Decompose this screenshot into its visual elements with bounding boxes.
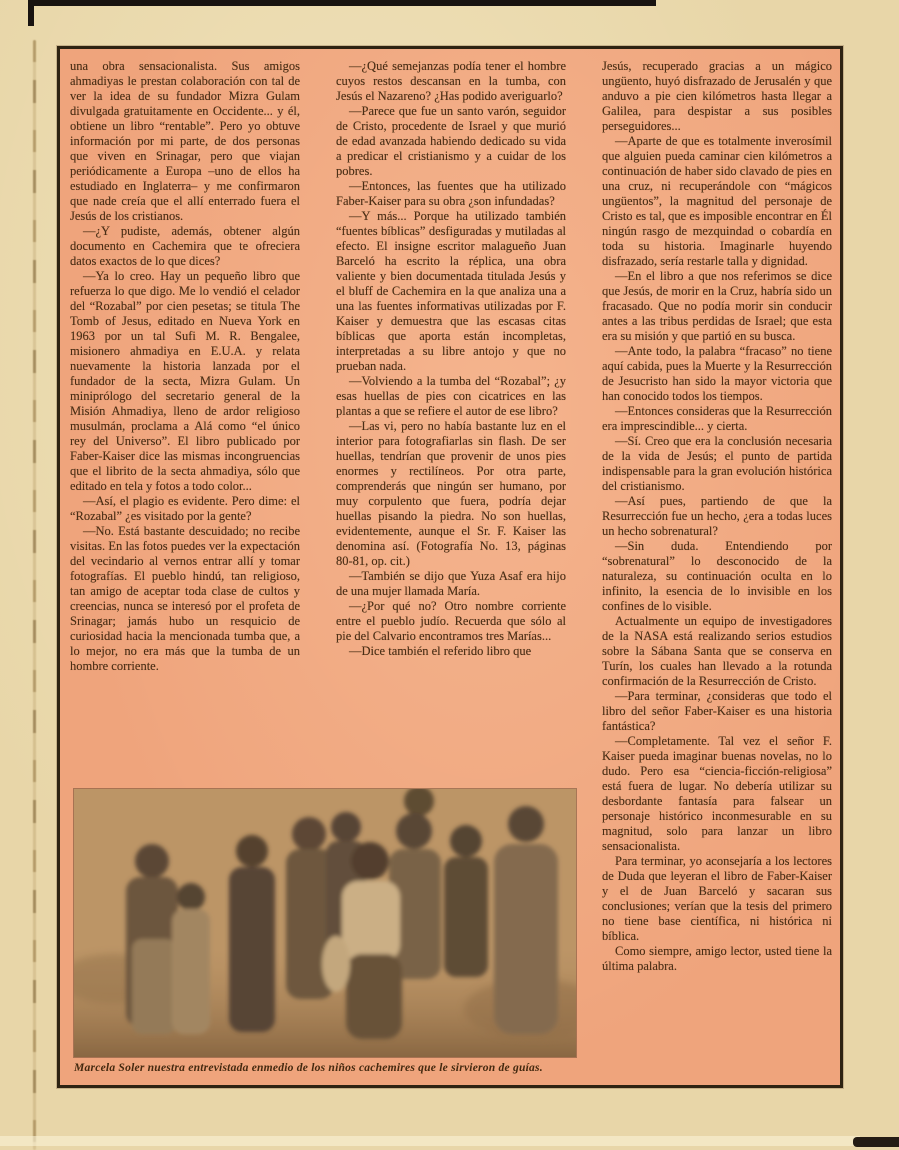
scan-mark-bottom-right <box>853 1137 899 1147</box>
paragraph: —Sí. Creo que era la conclusión necesaria de la vida de Jesús; el punto de partida indispensable para la gran evolución histórica del cristianismo. <box>602 434 832 493</box>
paragraph: —Dice también el referido libro que <box>349 644 532 658</box>
paragraph: —¿Por qué no? Otro nombre corriente entre el pueblo judío. Recuerda que sólo al pie del Calvario encontramos tres Marías... <box>336 599 566 643</box>
paragraph: —No. Está bastante descuidado; no recibe visitas. En las fotos puedes ver la expectación del vecindario al vernos entrar allí y tomar fotografías. El pueblo hindú, tan religioso, tan amigo de aceptar toda clase de cultos y creencias, nunca se interesó por el profeta de Srinagar; jamás hubo un resquicio de curiosidad hacia la mencionada tumba que, a lo mejor, no era más que la tumba de un hombre corriente. <box>70 524 300 673</box>
paragraph: —Así, el plagio es evidente. Pero dime: el “Rozabal” ¿es visitado por la gente? <box>70 494 300 523</box>
paragraph: —¿Qué semejanzas podía tener el hombre cuyos restos descansan en la tumba, con Jesús el Nazareno? ¿Has podido averiguarlo? <box>336 59 566 103</box>
paragraph: —Sin duda. Entendiendo por “sobrenatural” lo desconocido de la naturaleza, su continuación oculta en lo infinito, la esencia de lo invisible en los confines de lo visible. <box>602 539 832 613</box>
paragraph: —Parece que fue un santo varón, seguidor de Cristo, procedente de Israel y que murió de edad avanzada habiendo dedicado su vida a predicar el cristianismo y a cuidar de los pobres. <box>336 104 566 178</box>
paragraph: —Para terminar, ¿consideras que todo el libro del señor Faber-Kaiser es una historia fantástica? <box>602 689 832 733</box>
photo-caption: Marcela Soler nuestra entrevistada enmedio de los niños cachemires que le sirvieron de guías. <box>74 1061 543 1074</box>
paragraph: —También se dijo que Yuza Asaf era hijo de una mujer llamada María. <box>336 569 566 598</box>
column-2 <box>336 59 566 789</box>
paragraph: —Y más... Porque ha utilizado también “fuentes bíblicas” desfiguradas y mutiladas al efecto. El insigne escritor malagueño Juan Barceló ha escrito la réplica, una obra valiente y bien documentada titulada Jesús y el bluff de Cachemira en la que analiza una a una las fuentes informativas utilizadas por F. Kaiser y demuestra que las escasas citas bíblicas que aporta están incompletas, interpretadas a su libre antojo y que no prueban nada. <box>336 209 566 373</box>
paragraph: —Entonces consideras que la Resurrección era imprescindible... y cierta. <box>602 404 832 433</box>
paragraph: —Ante todo, la palabra “fracaso” no tiene aquí cabida, pues la Muerte y la Resurrección de Jesucristo han sido la mayor victoria que han conocido todos los tiempos. <box>602 344 832 403</box>
scan-edge-top <box>28 0 656 6</box>
paragraph: —Aparte de que es totalmente inverosímil que alguien pueda caminar cien kilómetros a continuación de haber sido clavado de pies en una cruz, ni recuperándole con “mágicos ungüentos”, la magnitud del personaje de Cristo es tal, que es imposible encontrar en Él ningún rasgo de mezquindad o cobardía en toda su historia. Imaginarle huyendo disfrazado, sería restarle talla y dignidad. <box>602 134 832 268</box>
paragraph: —Las vi, pero no había bastante luz en el interior para fotografiarlas sin flash. De ser huellas, tendrían que provenir de unos pies enormes y rectilíneos. Por otra parte, comprenderás que ningún ser humano, por muy corpulento que fuera, podría dejar huellas pisando la piedra. No son huellas, evidentemente, aunque el Sr. F. Kaiser las denomina así. (Fotografía No. 13, páginas 80-81, op. cit.) <box>336 419 566 568</box>
paragraph: —Entonces, las fuentes que ha utilizado Faber-Kaiser para su obra ¿son infundadas? <box>336 179 566 208</box>
paragraph: Actualmente un equipo de investigadores de la NASA está realizando serios estudios sobre la Sábana Santa que se conserva en Turín, los cuales han llevado a la rotunda confirmación de la Resurrección de Cristo. <box>602 614 832 688</box>
paragraph: Como siempre, amigo lector, usted tiene la última palabra. <box>602 944 832 973</box>
photo-marcela-soler-with-children <box>74 789 576 1057</box>
paragraph: —Ya lo creo. Hay un pequeño libro que refuerza lo que digo. Me lo vendió el celador del “Rozabal” por cien pesetas; se titula The Tomb of Jesus, editado en Nueva York en 1963 por un tal Sufi M. R. Bengalee, misionero ahmadiya en E.U.A. y relata nuevamente la historia lanzada por el fundador de la secta, Mizra Gulam. Un miniprólogo del secretario general de la Misión Ahmadiya, lleno de ardor religioso musulmán, proclama a Alá como “el único rey del Universo”. El libro publicado por Faber-Kaiser dice las mismas incongruencias que el librito de la secta ahmadiya, sólo que editado en tela y fotos a todo color... <box>70 269 300 493</box>
paragraph: —En el libro a que nos referimos se dice que Jesús, de morir en la Cruz, habría sido un fracasado. Que no podía morir sin conducir antes a las tribus perdidas de Israel; que esta era su misión y que partió en su busca. <box>602 269 832 343</box>
paragraph: —¿Y pudiste, además, obtener algún documento en Cachemira que te ofreciera datos exactos de lo que dices? <box>70 224 300 268</box>
paragraph: Jesús, recuperado gracias a un mágico ungüento, huyó disfrazado de Jerusalén y que anduvo a pie cien kilómetros hasta llegar a Galilea, para despistar a sus posibles perseguidores... <box>602 59 832 133</box>
paragraph: —Así pues, partiendo de que la Resurrección fue un hecho, ¿era a todas luces un hecho sobrenatural? <box>602 494 832 538</box>
paragraph: una obra sensacionalista. Sus amigos ahmadiyas le prestan colaboración con tal de ver la idea de su fundador Mizra Gulam divulgada gratuitamente en Occidente... y él, obtiene un libro “rentable”. Pero yo obtuve información por mi parte, de dos personas que viven en Srinagar, pero que viajan periódicamente a Europa –uno de ellos ha estudiado en Inglaterra– y me confirmaron que nade creía que el allí enterrado fuera el Jesús de los cristianos. <box>70 59 300 223</box>
scan-edge-top-left <box>28 0 34 26</box>
page-spine-crease <box>33 40 36 1150</box>
column-3 <box>602 59 832 1075</box>
paragraph: —Completamente. Tal vez el señor F. Kaiser pueda imaginar buenas novelas, no lo dudo. Pero esa “ciencia-ficción-religiosa” está fuera de lugar. No debería utilizar su desbordante fantasía para falsear un personaje histórico inconmesurable en su magnitud, solo para lanzar un libro sensacionalista. <box>602 734 832 853</box>
scan-edge-bottom <box>0 1136 860 1146</box>
paragraph: —Volviendo a la tumba del “Rozabal”; ¿y esas huellas de pies con cicatrices en las plantas a que se refiere el autor de ese libro? <box>336 374 566 418</box>
article-frame <box>57 46 843 1088</box>
paragraph: Para terminar, yo aconsejaría a los lectores de Duda que leyeran el libro de Faber-Kaiser y el de Juan Barceló y sacaran sus conclusiones; verían que la tesis del primero no tiene base científica, ni histórica ni bíblica. <box>602 854 832 943</box>
